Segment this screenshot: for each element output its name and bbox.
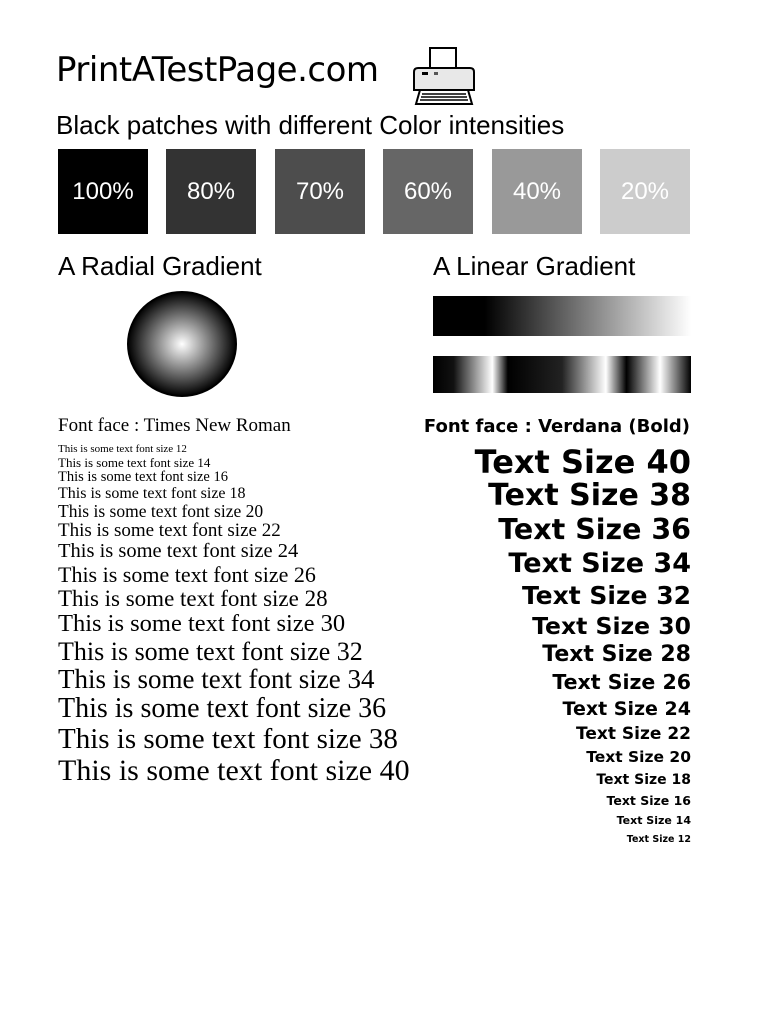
- multi-stop-gradient-bar: [433, 356, 691, 393]
- verdana-sample-40: Text Size 40: [474, 443, 691, 481]
- patch-label: 20%: [620, 177, 670, 205]
- times-sample-14: This is some text font size 14: [58, 454, 211, 470]
- patches-row: [58, 149, 691, 234]
- verdana-sample-22: Text Size 22: [576, 724, 691, 744]
- patch-label: 80%: [186, 177, 236, 205]
- verdana-sample-36: Text Size 36: [498, 513, 691, 546]
- verdana-sample-16: Text Size 16: [606, 793, 691, 808]
- times-sample-32: This is some text font size 32: [58, 636, 363, 666]
- patch-label: 100%: [72, 177, 134, 205]
- patch-70: [275, 149, 365, 234]
- patch-60: [383, 149, 473, 234]
- times-sample-36: This is some text font size 36: [58, 693, 387, 725]
- patches-heading: Black patches with different Color intensities: [56, 110, 565, 140]
- times-sample-24: This is some text font size 24: [58, 540, 299, 563]
- times-sample-30: This is some text font size 30: [58, 610, 346, 638]
- verdana-sample-20: Text Size 20: [586, 748, 691, 766]
- verdana-sample-28: Text Size 28: [542, 642, 691, 667]
- times-sample-20: This is some text font size 20: [58, 501, 264, 522]
- verdana-sample-34: Text Size 34: [508, 548, 691, 579]
- verdana-sample-column: [371, 445, 691, 849]
- patch-label: 70%: [295, 177, 345, 205]
- verdana-sample-24: Text Size 24: [562, 698, 691, 720]
- radial-gradient-circle: [126, 290, 238, 398]
- patch-80: [166, 149, 256, 234]
- verdana-font-label: Font face : Verdana (Bold): [423, 416, 690, 437]
- times-sample-22: This is some text font size 22: [58, 520, 281, 541]
- patch-label: 40%: [512, 177, 562, 205]
- times-sample-16: This is some text font size 16: [58, 468, 228, 485]
- verdana-sample-38: Text Size 38: [488, 478, 691, 513]
- times-sample-38: This is some text font size 38: [58, 723, 398, 756]
- verdana-sample-12: Text Size 12: [626, 834, 691, 845]
- patch-label: 60%: [403, 177, 453, 205]
- times-sample-34: This is some text font size 34: [58, 664, 375, 695]
- patch-20: [600, 149, 690, 234]
- times-font-label: Font face : Times New Roman: [58, 415, 291, 436]
- verdana-sample-18: Text Size 18: [596, 772, 691, 788]
- verdana-sample-32: Text Size 32: [521, 581, 691, 610]
- linear-gradient-title: A Linear Gradient: [433, 251, 636, 281]
- times-sample-28: This is some text font size 28: [58, 585, 328, 611]
- patch-40: [492, 149, 582, 234]
- verdana-sample-14: Text Size 14: [616, 814, 691, 827]
- verdana-sample-26: Text Size 26: [552, 670, 691, 694]
- verdana-sample-30: Text Size 30: [532, 612, 691, 640]
- times-sample-40: This is some text font size 40: [58, 754, 410, 788]
- printer-icon: [412, 44, 476, 108]
- times-sample-12: This is some text font size 12: [58, 443, 187, 455]
- brand-title: PrintATestPage.com: [56, 50, 379, 90]
- times-sample-18: This is some text font size 18: [58, 485, 246, 503]
- linear-gradient-bar: [433, 296, 691, 336]
- times-sample-26: This is some text font size 26: [58, 562, 316, 588]
- radial-gradient-title: A Radial Gradient: [58, 251, 262, 281]
- patch-100: [58, 149, 148, 234]
